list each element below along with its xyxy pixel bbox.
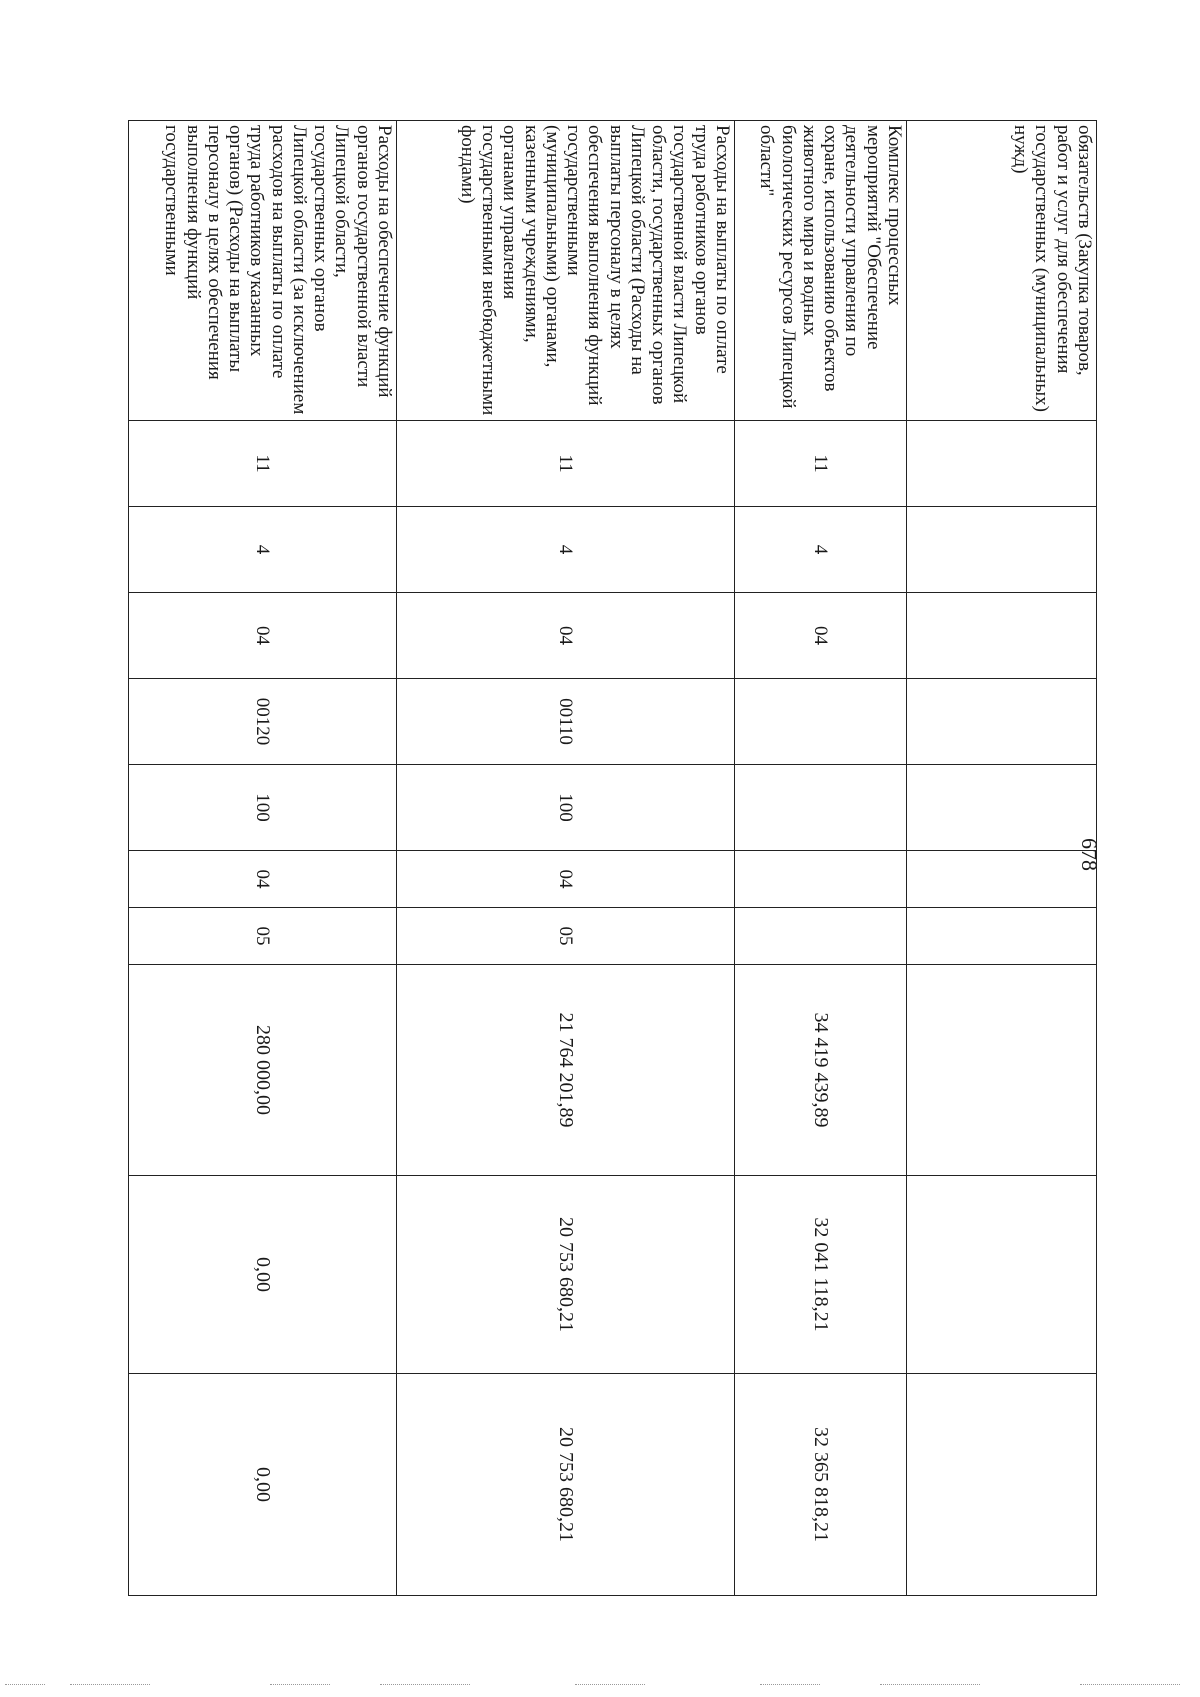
- cell-target-code: 00120: [129, 679, 397, 765]
- cell-section: [907, 507, 1097, 593]
- row-description: обязательств (Закупка товаров, работ и услуг для обеспечения государственных (муниципальных) нужд): [907, 121, 1097, 421]
- cell-subsection: 04: [735, 593, 907, 679]
- cell-code-1: [907, 851, 1097, 908]
- row-description: Расходы на обеспечение функций органов государственной власти Липецкой области, государственных органов Липецкой области (за исключением расходов на выплаты по оплате труда работников указанных органов) (Расходы на выплаты персоналу в целях обеспечения выполнения функций государственными: [129, 121, 397, 421]
- table-row: [129, 121, 397, 1596]
- cell-expense-type: 100: [397, 765, 735, 851]
- cell-amount-1: 21 764 201,89: [397, 965, 735, 1176]
- cell-subsection: [907, 593, 1097, 679]
- scan-artifact-marks: [0, 1684, 1200, 1688]
- cell-target-code: [735, 679, 907, 765]
- cell-amount-3: 32 365 818,21: [735, 1374, 907, 1596]
- cell-amount-1: 280 000,00: [129, 965, 397, 1176]
- cell-subsection: 04: [129, 593, 397, 679]
- cell-expense-type: 100: [129, 765, 397, 851]
- cell-code-1: [735, 851, 907, 908]
- cell-amount-1: 34 419 439,89: [735, 965, 907, 1176]
- cell-code-1: 04: [397, 851, 735, 908]
- cell-subsection: 04: [397, 593, 735, 679]
- budget-table: [128, 120, 1097, 1596]
- cell-amount-1: [907, 965, 1097, 1176]
- cell-admin-code: 11: [735, 421, 907, 507]
- table-row: [397, 121, 735, 1596]
- cell-section: 4: [735, 507, 907, 593]
- row-description: Расходы на выплаты по оплате труда работников органов государственной власти Липецкой области, государственных органов Липецкой области (Расходы на выплаты персоналу в целях обеспечения выполнения функций государственными (муниципальными) органами, казенными учреждениями, органами управления государственными внебюджетными фондами): [397, 121, 735, 421]
- cell-admin-code: 11: [397, 421, 735, 507]
- cell-code-2: [735, 908, 907, 965]
- row-description: Комплекс процессных мероприятий "Обеспечение деятельности управления по охране, использованию объектов животного мира и водных биологических ресурсов Липецкой области": [735, 121, 907, 421]
- cell-code-2: [907, 908, 1097, 965]
- cell-amount-2: 0,00: [129, 1176, 397, 1374]
- cell-code-1: 04: [129, 851, 397, 908]
- cell-target-code: 00110: [397, 679, 735, 765]
- cell-admin-code: [907, 421, 1097, 507]
- cell-expense-type: [907, 765, 1097, 851]
- table-row: [907, 121, 1097, 1596]
- cell-code-2: 05: [397, 908, 735, 965]
- cell-expense-type: [735, 765, 907, 851]
- cell-amount-3: [907, 1374, 1097, 1596]
- cell-section: 4: [129, 507, 397, 593]
- cell-amount-2: [907, 1176, 1097, 1374]
- page-number: 678: [1077, 838, 1102, 871]
- budget-table-rotated-container: [129, 120, 1097, 1595]
- cell-code-2: 05: [129, 908, 397, 965]
- cell-admin-code: 11: [129, 421, 397, 507]
- cell-target-code: [907, 679, 1097, 765]
- cell-amount-2: 20 753 680,21: [397, 1176, 735, 1374]
- cell-amount-2: 32 041 118,21: [735, 1176, 907, 1374]
- cell-section: 4: [397, 507, 735, 593]
- cell-amount-3: 0,00: [129, 1374, 397, 1596]
- cell-amount-3: 20 753 680,21: [397, 1374, 735, 1596]
- table-row: [735, 121, 907, 1596]
